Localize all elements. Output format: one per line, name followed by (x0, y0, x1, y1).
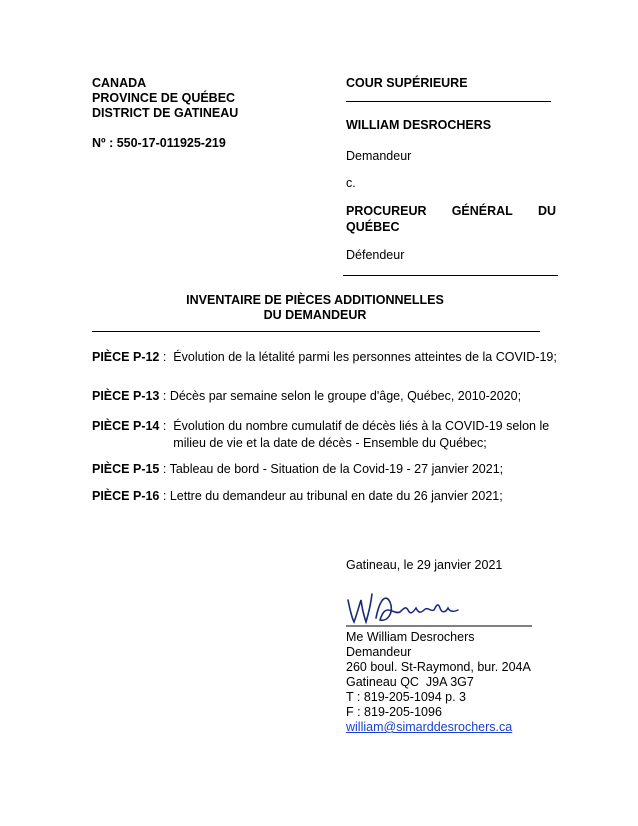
piece-sep: : (159, 389, 170, 403)
piece-label: PIÈCE P-16 (92, 489, 160, 503)
defendant-role: Défendeur (346, 248, 405, 262)
province: PROVINCE DE QUÉBEC (92, 91, 236, 105)
place-date: Gatineau, le 29 janvier 2021 (346, 558, 503, 572)
piece-label: PIÈCE P-15 (92, 462, 160, 476)
signatory-name: Me William Desrochers (346, 630, 475, 644)
phone-number: T : 819-205-1094 p. 3 (346, 690, 466, 704)
defendant-line-2: QUÉBEC (346, 220, 400, 234)
signature-block (346, 630, 531, 735)
defendant-word-2: GÉNÉRAL (451, 204, 513, 218)
email-link[interactable]: william@simarddesrochers.ca (346, 720, 513, 734)
versus: c. (346, 176, 356, 190)
address-line-2: Gatineau QC J9A 3G7 (346, 675, 474, 689)
court-name: COUR SUPÉRIEURE (346, 76, 468, 90)
defendant-word-3: DU (537, 204, 556, 218)
court-underline (346, 101, 551, 102)
district: DISTRICT DE GATINEAU (92, 106, 239, 120)
piece-label: PIÈCE P-13 (92, 389, 160, 403)
plaintiff-role: Demandeur (346, 149, 412, 163)
piece-sep: : (159, 419, 174, 433)
defendant-name (346, 203, 556, 235)
piece-text: Évolution de la létalité parmi les personnes atteintes de la COVID-19; (173, 350, 557, 364)
piece-label: PIÈCE P-12 (92, 350, 160, 364)
fax-number: F : 819-205-1096 (346, 705, 442, 719)
piece-p16 (92, 488, 562, 505)
title-divider (92, 331, 540, 332)
country: CANADA (92, 76, 147, 90)
defendant-word-1: PROCUREUR (346, 204, 427, 218)
piece-sep: : (159, 350, 174, 364)
piece-sep: : (159, 489, 170, 503)
signature-image (344, 588, 534, 628)
document-title-line-2: DU DEMANDEUR (263, 308, 367, 322)
piece-p15 (92, 461, 562, 478)
header-right-divider (343, 275, 558, 276)
header-right (346, 76, 556, 91)
signatory-role: Demandeur (346, 645, 412, 659)
piece-p14 (92, 418, 562, 452)
file-number: Nº : 550-17-011925-219 (92, 136, 226, 150)
piece-text: Évolution du nombre cumulatif de décès liés à la COVID-19 selon le milieu de vie et la date de décès - Ensemble du Québec; (173, 419, 550, 450)
piece-p12 (92, 349, 562, 366)
document-title-line-1: INVENTAIRE DE PIÈCES ADDITIONNELLES (186, 293, 444, 307)
address-line-1: 260 boul. St-Raymond, bur. 204A (346, 660, 531, 674)
piece-text: Tableau de bord - Situation de la Covid-19 - 27 janvier 2021; (169, 462, 504, 476)
piece-label: PIÈCE P-14 (92, 419, 160, 433)
header-left (92, 76, 238, 151)
piece-sep: : (159, 462, 170, 476)
piece-text: Décès par semaine selon le groupe d'âge, Québec, 2010-2020; (169, 389, 522, 403)
piece-p13 (92, 388, 562, 405)
piece-text: Lettre du demandeur au tribunal en date du 26 janvier 2021; (169, 489, 503, 503)
plaintiff-name: WILLIAM DESROCHERS (346, 118, 492, 132)
